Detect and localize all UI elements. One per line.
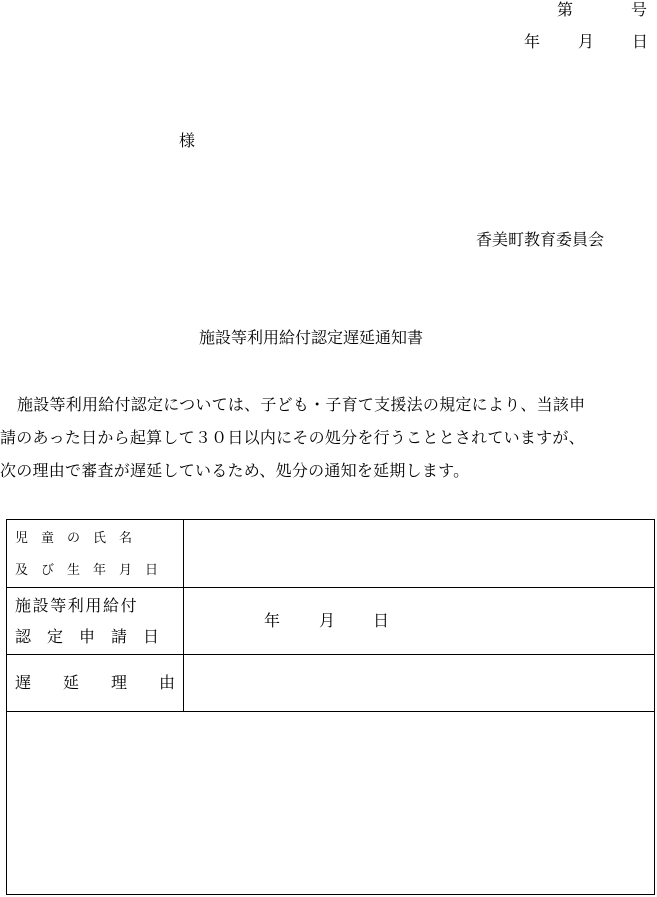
application-month-label: 月 xyxy=(319,611,336,630)
date-day-label: 日 xyxy=(632,32,649,51)
child-name-label: 児 童 の 氏 名 xyxy=(15,531,133,546)
document-title: 施設等利用給付認定遅延通知書 xyxy=(199,328,424,347)
number-label-go: 号 xyxy=(631,0,648,19)
delay-reason-label: 遅 延 理 由 xyxy=(15,673,176,692)
application-label-line2: 認 定 申 請 日 xyxy=(15,627,160,646)
application-label-line1: 施設等利用給付 xyxy=(15,596,139,615)
application-day-label: 日 xyxy=(373,611,390,630)
number-label-dai: 第 xyxy=(557,0,574,19)
table-row-divider xyxy=(7,587,654,588)
notice-table xyxy=(6,519,655,895)
body-line-1: 施設等利用給付認定については、子ども・子育て支援法の規定により、当該申 xyxy=(17,395,586,414)
date-year-label: 年 xyxy=(524,32,541,51)
birthdate-label: 及 び 生 年 月 日 xyxy=(15,563,159,578)
body-line-3: 次の理由で審査が遅延しているため、処分の通知を延期します。 xyxy=(0,461,470,480)
date-month-label: 月 xyxy=(578,32,595,51)
sender-name: 香美町教育委員会 xyxy=(476,230,605,249)
table-row-divider xyxy=(7,654,654,655)
table-column-divider xyxy=(183,520,184,711)
addressee-honorific: 様 xyxy=(179,131,196,150)
delay-reason-area xyxy=(7,712,654,894)
application-year-label: 年 xyxy=(264,611,281,630)
body-line-2: 請のあった日から起算して３０日以内にその処分を行うこととされていますが、 xyxy=(0,428,585,447)
